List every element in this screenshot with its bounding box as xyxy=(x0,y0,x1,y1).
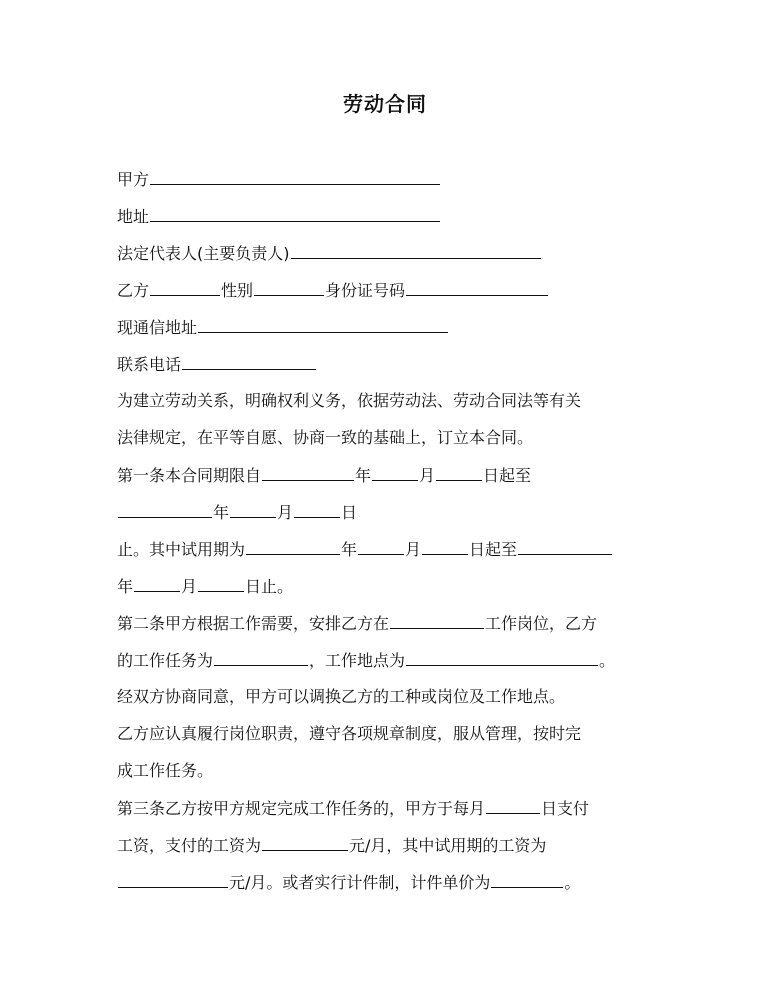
page-title: 劳动合同 xyxy=(343,92,427,116)
probation-end-year-blank[interactable] xyxy=(518,538,612,555)
pay-day-suffix: 日支付 xyxy=(541,799,590,818)
article3-line-2 xyxy=(117,834,546,857)
year-label: 年 xyxy=(355,466,372,485)
probation-end-month-blank[interactable] xyxy=(134,575,180,592)
start-month-blank[interactable] xyxy=(372,464,418,481)
end-day-blank[interactable] xyxy=(294,501,340,518)
place-blank[interactable] xyxy=(406,649,598,666)
party-a-blank[interactable] xyxy=(150,168,440,185)
probation-prefix: 止。其中试用期为 xyxy=(117,540,246,559)
month-label: 月 xyxy=(405,540,422,559)
post-suffix: 工作岗位，乙方 xyxy=(485,614,598,633)
article2-lead: 第二条甲方根据工作需要，安排乙方在 xyxy=(117,614,390,633)
until-end-label: 日止。 xyxy=(245,577,294,596)
article3-lead: 第三条乙方按甲方规定完成工作任务的，甲方于每月 xyxy=(117,799,486,818)
probation-year-blank[interactable] xyxy=(246,538,340,555)
from-label: 日起至 xyxy=(483,466,532,485)
article3-line-3 xyxy=(117,871,580,894)
place-prefix: ，工作地点为 xyxy=(309,651,406,670)
address-line xyxy=(117,205,441,228)
mail-address-line xyxy=(117,316,449,339)
start-day-blank[interactable] xyxy=(436,464,482,481)
party-b-label: 乙方 xyxy=(117,281,150,300)
wage-blank[interactable] xyxy=(262,834,348,851)
probation-day-blank[interactable] xyxy=(422,538,468,555)
id-number-blank[interactable] xyxy=(406,279,548,296)
probation-wage-suffix: 元/月。或者实行计件制，计件单价为 xyxy=(229,873,491,892)
month-label: 月 xyxy=(419,466,436,485)
party-a-label: 甲方 xyxy=(117,170,150,189)
party-a-line xyxy=(117,168,441,191)
article3-line-1 xyxy=(117,797,589,820)
party-b-line xyxy=(117,279,549,302)
article2-line-3: 经双方协商同意，甲方可以调换乙方的工种或岗位及工作地点。 xyxy=(117,687,566,706)
start-year-blank[interactable] xyxy=(262,464,354,481)
gender-blank[interactable] xyxy=(254,279,324,296)
party-b-blank[interactable] xyxy=(150,279,220,296)
task-blank[interactable] xyxy=(214,649,308,666)
task-prefix: 的工作任务为 xyxy=(117,651,214,670)
article1-line-1 xyxy=(117,464,531,487)
id-number-label: 身份证号码 xyxy=(325,281,406,300)
address-label: 地址 xyxy=(117,207,150,226)
phone-line xyxy=(117,353,317,376)
article1-lead: 第一条本合同期限自 xyxy=(117,466,262,485)
article1-line-2 xyxy=(117,501,357,524)
period-mark: 。 xyxy=(564,873,581,892)
address-blank[interactable] xyxy=(150,205,440,222)
month-label: 月 xyxy=(277,503,294,522)
wage-mid: 元/月，其中试用期的工资为 xyxy=(349,836,547,855)
mail-address-blank[interactable] xyxy=(198,316,448,333)
phone-blank[interactable] xyxy=(182,353,316,370)
pay-day-blank[interactable] xyxy=(486,797,540,814)
gender-label: 性别 xyxy=(221,281,254,300)
legal-rep-line xyxy=(117,242,542,265)
month-label: 月 xyxy=(181,577,198,596)
article1-line-3 xyxy=(117,538,613,561)
post-blank[interactable] xyxy=(390,612,484,629)
probation-end-day-blank[interactable] xyxy=(198,575,244,592)
preamble-line-1: 为建立劳动关系，明确权利义务，依据劳动法、劳动合同法等有关 xyxy=(117,391,582,410)
year-label: 年 xyxy=(213,503,230,522)
article2-line-5: 成工作任务。 xyxy=(117,761,214,780)
legal-rep-blank[interactable] xyxy=(291,242,541,259)
end-month-blank[interactable] xyxy=(230,501,276,518)
year-label: 年 xyxy=(341,540,358,559)
preamble-line-2: 法律规定，在平等自愿、协商一致的基础上，订立本合同。 xyxy=(117,428,534,447)
article2-line-4: 乙方应认真履行岗位职责，遵守各项规章制度，服从管理，按时完 xyxy=(117,724,582,743)
from-label: 日起至 xyxy=(469,540,518,559)
article1-line-4 xyxy=(117,575,293,598)
article2-line-1 xyxy=(117,612,597,635)
day-label: 日 xyxy=(341,503,358,522)
phone-label: 联系电话 xyxy=(117,355,182,374)
article2-line-2 xyxy=(117,649,615,672)
probation-wage-blank[interactable] xyxy=(118,871,228,888)
period-mark: 。 xyxy=(599,651,616,670)
legal-rep-label: 法定代表人(主要负责人) xyxy=(117,244,290,263)
mail-address-label: 现通信地址 xyxy=(117,318,198,337)
wage-prefix: 工资，支付的工资为 xyxy=(117,836,262,855)
probation-month-blank[interactable] xyxy=(358,538,404,555)
year-label: 年 xyxy=(117,577,134,596)
piece-rate-blank[interactable] xyxy=(491,871,563,888)
end-year-blank[interactable] xyxy=(118,501,212,518)
